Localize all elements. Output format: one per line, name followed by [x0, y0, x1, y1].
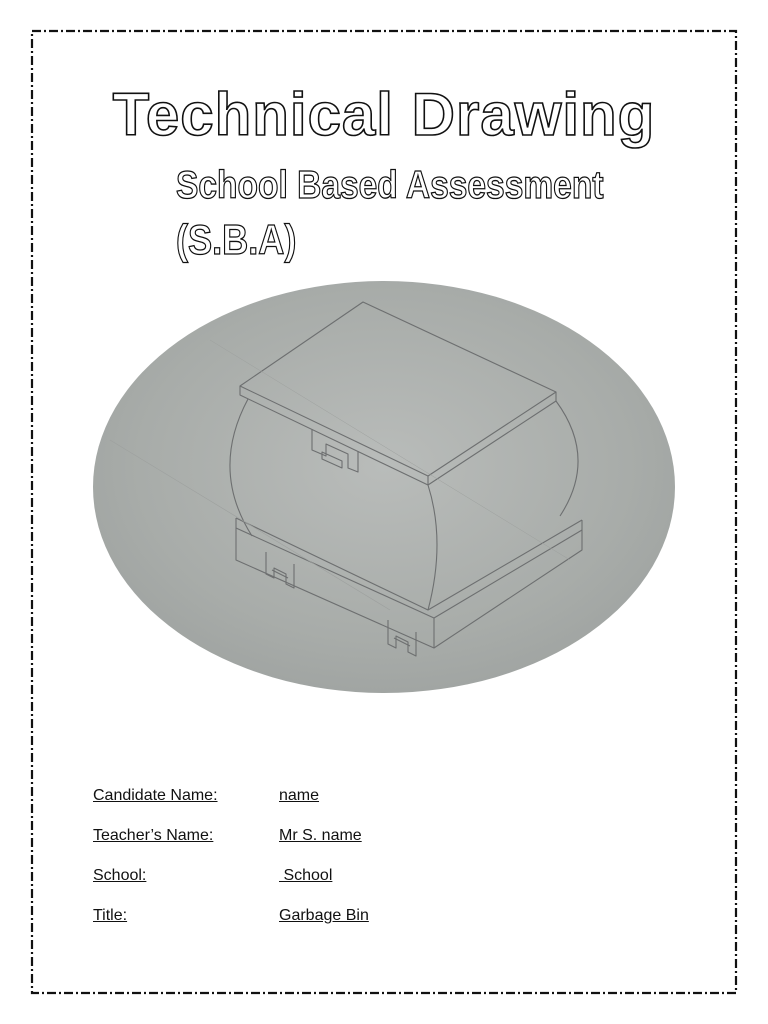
- garbage-bin-drawing: [90, 280, 678, 694]
- cover-subtitle: School Based Assessment: [176, 164, 604, 207]
- cover-subtitle-abbreviation: (S.B.A): [176, 216, 297, 263]
- candidate-name-value: name: [279, 787, 320, 804]
- school-label: School:: [93, 867, 147, 884]
- vignette-ellipse: [93, 281, 675, 693]
- school-value: School: [279, 867, 333, 884]
- cover-title: Technical Drawing: [112, 81, 656, 148]
- teacher-name-label: Teacher’s Name:: [93, 827, 214, 844]
- project-title-value: Garbage Bin: [279, 907, 369, 924]
- teacher-name-value: Mr S. name: [279, 827, 362, 844]
- project-title-label: Title:: [93, 907, 128, 924]
- candidate-name-label: Candidate Name:: [93, 787, 218, 804]
